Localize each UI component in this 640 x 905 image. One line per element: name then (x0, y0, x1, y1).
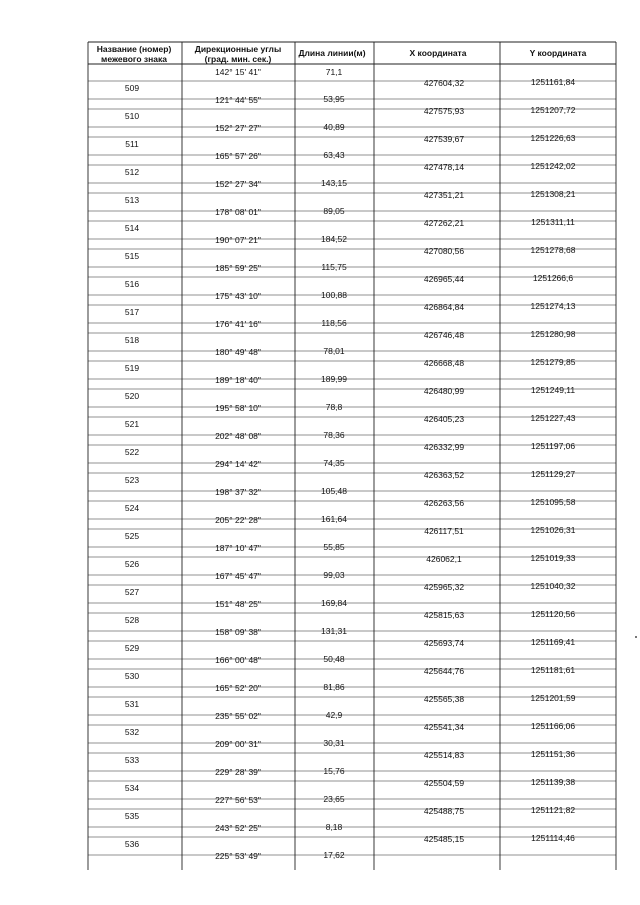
segment-length: 15,76 (323, 766, 345, 776)
segment-angle: 152° 27' 27" (215, 123, 261, 133)
segment-length: 50,48 (323, 654, 345, 664)
segment-angle: 185° 59' 25" (215, 263, 261, 273)
segment-length: 17,62 (323, 850, 345, 860)
segment-length: 169,84 (321, 598, 347, 608)
point-y: 1251120,56 (530, 609, 576, 619)
point-y: 1251019,33 (530, 553, 576, 563)
segment-length: 161,64 (321, 514, 347, 524)
point-name: 509 (124, 83, 140, 93)
point-name: 531 (124, 699, 140, 709)
point-y: 1251139,38 (530, 777, 576, 787)
segment-angle: 294° 14' 42" (215, 459, 261, 469)
point-x: 426746,48 (423, 330, 465, 340)
segment-angle: 167° 45' 47" (215, 571, 261, 581)
segment-angle: 165° 57' 26" (215, 151, 261, 161)
point-name: 518 (124, 335, 140, 345)
point-y: 1251026,31 (530, 525, 576, 535)
point-x: 426965,44 (423, 274, 465, 284)
segment-angle: 187° 10' 47" (215, 543, 261, 553)
point-name: 525 (124, 531, 140, 541)
point-x: 427539,67 (423, 134, 465, 144)
scan-speck (635, 636, 637, 638)
point-y: 1251040,32 (530, 581, 576, 591)
segment-length: 42,9 (325, 710, 343, 720)
point-name: 511 (125, 139, 139, 149)
point-y: 1251308,21 (530, 189, 576, 199)
segment-angle: 180° 49' 48" (215, 347, 261, 357)
point-x: 427604,32 (423, 78, 465, 88)
point-name: 510 (124, 111, 140, 121)
segment-length: 189,99 (321, 374, 347, 384)
segment-length: 8,18 (325, 822, 343, 832)
segment-length: 184,52 (321, 234, 347, 244)
point-name: 517 (124, 307, 140, 317)
point-x: 426480,99 (423, 386, 465, 396)
point-name: 529 (124, 643, 140, 653)
point-name: 536 (124, 839, 140, 849)
point-name: 515 (124, 251, 140, 261)
point-y: 1251197,06 (530, 441, 576, 451)
segment-length: 89,05 (323, 206, 345, 216)
point-y: 1251274,13 (530, 301, 576, 311)
point-name: 512 (124, 167, 140, 177)
segment-length: 81,86 (323, 682, 345, 692)
point-y: 1251166,06 (530, 721, 576, 731)
point-y: 1251201,59 (530, 693, 576, 703)
header-length: Длина линии(м) (298, 48, 366, 58)
point-x: 427080,56 (423, 246, 465, 256)
segment-angle: 229° 28' 39" (215, 767, 261, 777)
point-y: 1251129,27 (530, 469, 576, 479)
segment-length: 118,56 (321, 318, 347, 328)
segment-angle: 209° 00' 31" (215, 739, 261, 749)
segment-length: 40,89 (323, 122, 345, 132)
point-name: 522 (124, 447, 140, 457)
point-name: 513 (124, 195, 140, 205)
segment-length: 78,36 (323, 430, 345, 440)
point-x: 426405,23 (423, 414, 465, 424)
point-y: 1251242,02 (530, 161, 576, 171)
segment-angle: 189° 18' 40" (215, 375, 261, 385)
point-name: 521 (124, 419, 140, 429)
segment-length: 115,75 (321, 262, 347, 272)
segment-length: 74,35 (323, 458, 345, 468)
point-x: 427262,21 (423, 218, 465, 228)
point-name: 519 (124, 363, 140, 373)
segment-angle: 190° 07' 21" (215, 235, 261, 245)
segment-length: 105,48 (321, 486, 347, 496)
point-y: 1251226,63 (530, 133, 576, 143)
header-y: Y координата (529, 48, 587, 58)
point-x: 425815,63 (423, 610, 465, 620)
point-x: 426117,51 (424, 526, 464, 536)
point-y: 1251121,82 (530, 805, 576, 815)
point-x: 425693,74 (423, 638, 465, 648)
header-angle: Дирекционные углы (град. мин. сек.) (194, 44, 282, 64)
segment-angle: 198° 37' 32" (215, 487, 261, 497)
segment-length: 55,85 (323, 542, 345, 552)
segment-angle: 165° 52' 20" (215, 683, 261, 693)
point-x: 426263,56 (423, 498, 465, 508)
point-x: 425504,59 (423, 778, 465, 788)
header-x: X координата (409, 48, 467, 58)
segment-angle: 121° 44' 55" (215, 95, 261, 105)
segment-angle: 142° 15' 41" (215, 67, 261, 77)
point-name: 528 (124, 615, 140, 625)
point-x: 426062,1 (426, 554, 462, 564)
segment-angle: 225° 53' 49" (215, 851, 261, 861)
point-name: 516 (124, 279, 140, 289)
point-name: 530 (124, 671, 140, 681)
point-x: 426668,48 (423, 358, 465, 368)
segment-angle: 227° 56' 53" (215, 795, 261, 805)
segment-length: 131,31 (321, 626, 347, 636)
segment-angle: 175° 43' 10" (215, 291, 261, 301)
point-name: 524 (124, 503, 140, 513)
point-x: 425644,76 (423, 666, 465, 676)
segment-angle: 195° 58' 10" (215, 403, 261, 413)
point-name: 526 (124, 559, 140, 569)
segment-length: 78,01 (323, 346, 345, 356)
header-name: Название (номер) межевого знака (96, 44, 172, 64)
segment-length: 100,88 (321, 290, 347, 300)
point-x: 425485,15 (423, 834, 465, 844)
point-y: 1251227,43 (530, 413, 576, 423)
point-y: 1251280,98 (530, 329, 576, 339)
segment-angle: 166° 00' 48" (215, 655, 261, 665)
point-name: 520 (124, 391, 140, 401)
segment-length: 78,8 (325, 402, 343, 412)
point-y: 1251249,11 (530, 385, 576, 395)
point-x: 425565,38 (423, 694, 465, 704)
segment-angle: 205° 22' 28" (215, 515, 261, 525)
point-name: 535 (124, 811, 140, 821)
point-x: 425514,83 (423, 750, 465, 760)
segment-angle: 152° 27' 34" (215, 179, 261, 189)
segment-length: 71,1 (325, 67, 343, 77)
segment-angle: 243° 52' 25" (215, 823, 261, 833)
segment-angle: 151° 48' 25" (215, 599, 261, 609)
point-y: 1251095,58 (530, 497, 576, 507)
point-y: 1251266,6 (532, 273, 574, 283)
point-y: 1251181,61 (530, 665, 576, 675)
point-x: 425488,75 (423, 806, 465, 816)
point-name: 533 (124, 755, 140, 765)
point-x: 425965,32 (423, 582, 465, 592)
point-name: 532 (124, 727, 140, 737)
point-x: 426363,52 (423, 470, 465, 480)
segment-angle: 178° 08' 01" (215, 207, 261, 217)
segment-angle: 158° 09' 38" (215, 627, 261, 637)
point-x: 425541,34 (423, 722, 465, 732)
segment-length: 99,03 (323, 570, 345, 580)
point-y: 1251161,84 (530, 77, 576, 87)
point-y: 1251311,11 (531, 217, 575, 227)
segment-length: 143,15 (321, 178, 347, 188)
point-name: 534 (124, 783, 140, 793)
segment-length: 63,43 (323, 150, 345, 160)
segment-length: 23,65 (323, 794, 345, 804)
point-x: 426332,99 (423, 442, 465, 452)
point-name: 523 (124, 475, 140, 485)
point-y: 1251207,72 (530, 105, 576, 115)
point-x: 427478,14 (423, 162, 465, 172)
point-y: 1251278,68 (530, 245, 576, 255)
point-y: 1251279,85 (530, 357, 576, 367)
point-x: 427351,21 (423, 190, 465, 200)
point-y: 1251169,41 (530, 637, 576, 647)
point-name: 514 (124, 223, 140, 233)
segment-angle: 235° 55' 02" (215, 711, 261, 721)
point-y: 1251114,46 (531, 833, 575, 843)
point-y: 1251151,36 (530, 749, 576, 759)
point-name: 527 (124, 587, 140, 597)
segment-angle: 176° 41' 16" (215, 319, 261, 329)
segment-length: 53,95 (323, 94, 345, 104)
segment-length: 30,31 (323, 738, 345, 748)
segment-angle: 202° 48' 08" (215, 431, 261, 441)
point-x: 427575,93 (423, 106, 465, 116)
point-x: 426864,84 (423, 302, 465, 312)
